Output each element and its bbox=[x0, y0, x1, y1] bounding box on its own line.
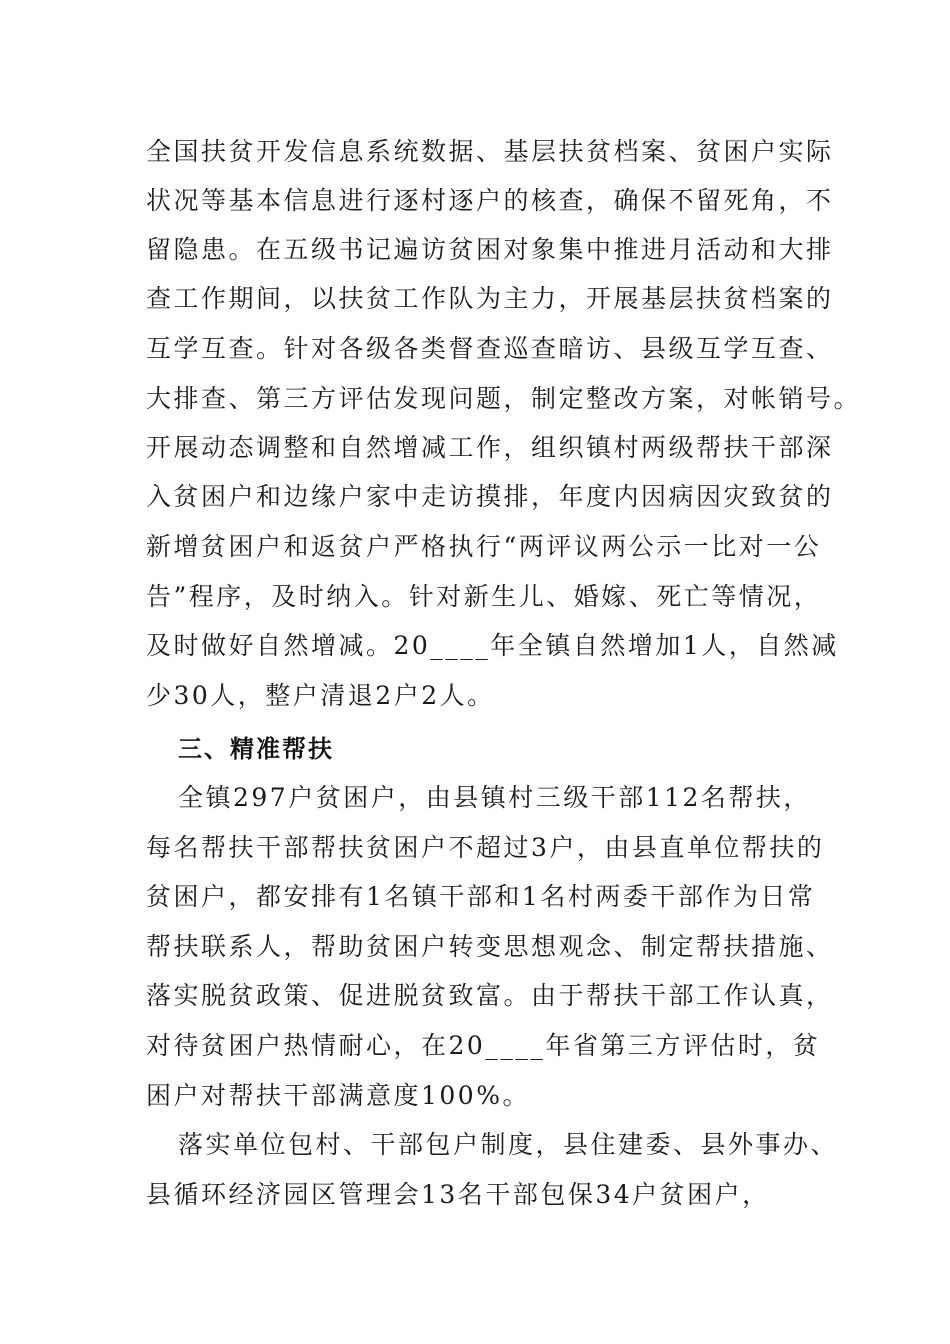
paragraph-2-line-1: 全镇297户贫困户，由县镇村三级干部112名帮扶， bbox=[178, 783, 811, 812]
paragraph-1-line-7: 开展动态调整和自然增减工作，组织镇村两级帮扶干部深 bbox=[146, 433, 834, 462]
section-heading: 三、精准帮扶 bbox=[178, 735, 334, 763]
paragraph-2-line-4: 帮扶联系人，帮助贫困户转变思想观念、制定帮扶措施、 bbox=[146, 932, 834, 961]
paragraph-2-line-3: 贫困户，都安排有1名镇干部和1名村两委干部作为日常 bbox=[146, 882, 816, 911]
paragraph-1-line-10: 告”程序，及时纳入。针对新生儿、婚嫁、死亡等情况， bbox=[146, 582, 822, 611]
paragraph-1-line-12: 少30人，整户清退2户2人。 bbox=[146, 681, 495, 710]
paragraph-1-line-11: 及时做好自然增减。20____年全镇自然增加1人，自然减 bbox=[146, 631, 839, 660]
paragraph-1-line-2: 状况等基本信息进行逐村逐户的核查，确保不留死角，不 bbox=[146, 186, 834, 215]
paragraph-3-line-2: 县循环经济园区管理会13名干部包保34户贫困户， bbox=[146, 1180, 770, 1209]
paragraph-1-line-3: 留隐患。在五级书记遍访贫困对象集中推进月活动和大排 bbox=[146, 235, 834, 264]
paragraph-3-line-1: 落实单位包村、干部包户制度，县住建委、县外事办、 bbox=[178, 1130, 839, 1159]
paragraph-2-line-7: 困户对帮扶干部满意度100%。 bbox=[146, 1081, 530, 1110]
paragraph-1-line-8: 入贫困户和边缘户家中走访摸排，年度内因病因灾致贫的 bbox=[146, 482, 834, 511]
paragraph-2-line-5: 落实脱贫政策、促进脱贫致富。由于帮扶干部工作认真， bbox=[146, 981, 834, 1010]
paragraph-2-line-6: 对待贫困户热情耐心，在20____年省第三方评估时，贫 bbox=[146, 1031, 821, 1060]
paragraph-2-line-2: 每名帮扶干部帮扶贫困户不超过3户，由县直单位帮扶的 bbox=[146, 833, 825, 862]
paragraph-1-line-6: 大排查、第三方评估发现问题，制定整改方案，对帐销号。 bbox=[146, 384, 862, 413]
paragraph-1-line-5: 互学互查。针对各级各类督查巡查暗访、县级互学互查、 bbox=[146, 334, 834, 363]
paragraph-1-line-4: 查工作期间，以扶贫工作队为主力，开展基层扶贫档案的 bbox=[146, 284, 834, 313]
paragraph-1-line-9: 新增贫困户和返贫户严格执行“两评议两公示一比对一公 bbox=[146, 532, 822, 561]
paragraph-1-line-1: 全国扶贫开发信息系统数据、基层扶贫档案、贫困户实际 bbox=[146, 137, 834, 166]
